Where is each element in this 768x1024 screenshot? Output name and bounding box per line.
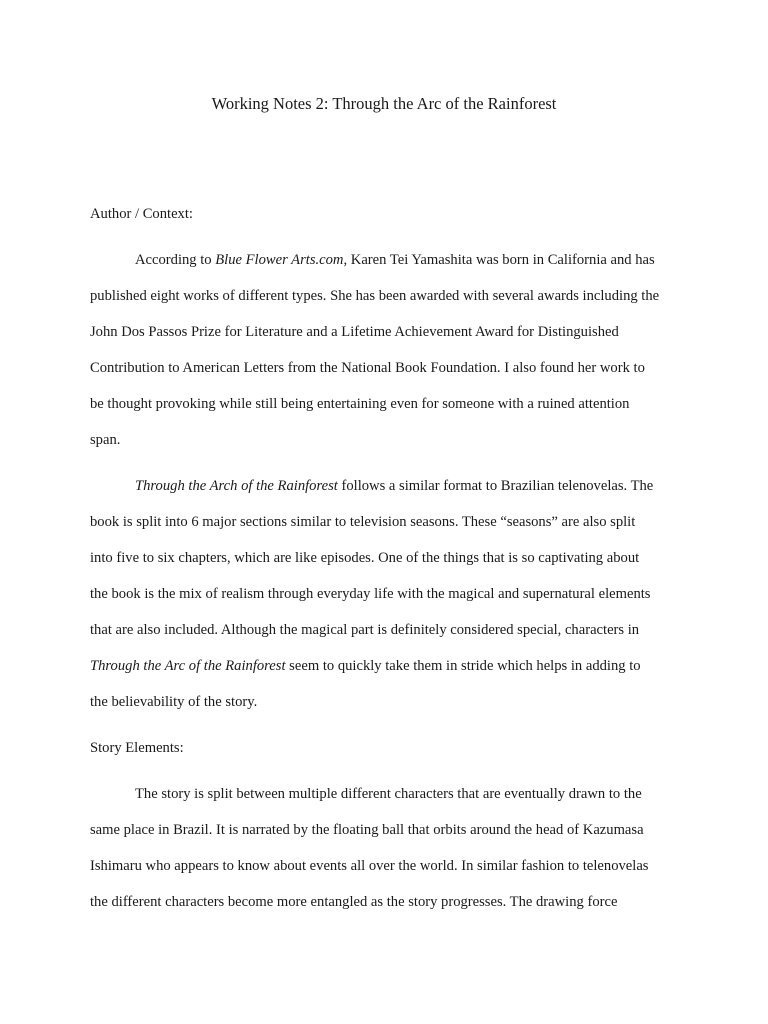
paragraph-line: that are also included. Although the magical part is definitely considered special, characters in bbox=[90, 622, 640, 638]
section-heading-author-context: Author / Context: bbox=[90, 206, 193, 222]
document-title: Working Notes 2: Through the Arc of the Rainforest bbox=[211, 94, 557, 113]
text-run: According to bbox=[135, 252, 216, 268]
italic-source-title: Blue Flower Arts.com bbox=[215, 252, 344, 268]
paragraph-line: into five to six chapters, which are like episodes. One of the things that is so captivating about bbox=[90, 550, 640, 566]
paragraph-story-elements bbox=[90, 776, 690, 920]
paragraph-line: Contribution to American Letters from the National Book Foundation. I also found her work to bbox=[90, 360, 645, 376]
document-body bbox=[90, 196, 690, 930]
text-run: seem to quickly take them in stride which helps in adding to bbox=[285, 658, 641, 674]
paragraph-line: The story is split between multiple different characters that are eventually drawn to the bbox=[135, 786, 642, 802]
paragraph-line: the book is the mix of realism through everyday life with the magical and supernatural elements bbox=[90, 586, 651, 602]
paragraph-line bbox=[90, 468, 690, 504]
paragraph-line: John Dos Passos Prize for Literature and a Lifetime Achievement Award for Distinguished bbox=[90, 324, 619, 340]
section-heading-story-elements: Story Elements: bbox=[90, 740, 184, 756]
paragraph-line: published eight works of different types. She has been awarded with several awards including the bbox=[90, 288, 660, 304]
paragraph-line: the different characters become more entangled as the story progresses. The drawing force bbox=[90, 894, 618, 910]
paragraph-line: Ishimaru who appears to know about events all over the world. In similar fashion to telenovelas bbox=[90, 858, 649, 874]
paragraph-line: same place in Brazil. It is narrated by the floating ball that orbits around the head of Kazumasa bbox=[90, 822, 644, 838]
paragraph-author-context bbox=[90, 242, 690, 458]
paragraph-line: book is split into 6 major sections similar to television seasons. These “seasons” are also split bbox=[90, 514, 636, 530]
text-run: follows a similar format to Brazilian telenovelas. The bbox=[337, 478, 654, 494]
paragraph-format bbox=[90, 468, 690, 720]
paragraph-line: span. bbox=[90, 432, 121, 448]
text-run: , Karen Tei Yamashita was born in California and has bbox=[343, 252, 655, 268]
paragraph-line bbox=[90, 648, 690, 684]
paragraph-line bbox=[90, 242, 690, 278]
paragraph-line: the believability of the story. bbox=[90, 694, 258, 710]
italic-book-title: Through the Arc of the Rainforest bbox=[90, 658, 286, 674]
italic-book-title: Through the Arch of the Rainforest bbox=[135, 478, 338, 494]
paragraph-line: be thought provoking while still being entertaining even for someone with a ruined attention bbox=[90, 396, 630, 412]
